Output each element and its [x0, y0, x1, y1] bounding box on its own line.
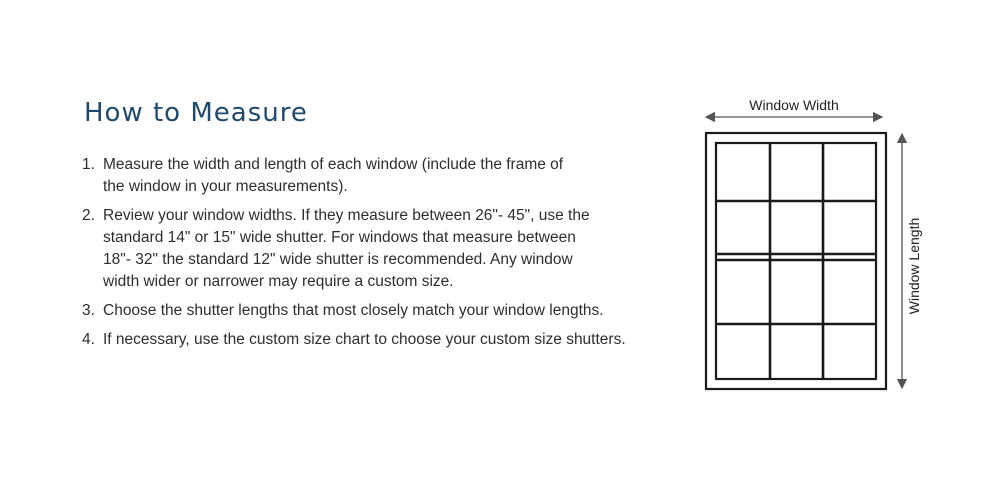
step-line: 18"- 32" the standard 12" wide shutter is recommended. Any window	[103, 251, 573, 268]
step-line: standard 14" or 15" wide shutter. For windows that measure between	[103, 229, 576, 246]
window-measure-diagram	[690, 90, 960, 410]
step-line: Measure the width and length of each window (include the frame of	[103, 156, 564, 173]
measure-steps-list	[82, 154, 692, 358]
step-text	[103, 154, 692, 198]
step-line: Choose the shutter lengths that most closely match your window lengths.	[103, 302, 604, 319]
page-title: How to Measure	[84, 98, 308, 128]
step-line: width wider or narrower may require a custom size.	[103, 273, 454, 290]
step-number: 2.	[82, 207, 95, 224]
step-item	[82, 154, 692, 198]
step-line: the window in your measurements).	[103, 178, 348, 195]
step-item	[82, 329, 692, 351]
step-number: 3.	[82, 302, 95, 319]
step-item	[82, 300, 692, 322]
step-text	[103, 205, 692, 293]
window-length-label: Window Length	[906, 217, 922, 315]
step-number: 1.	[82, 156, 95, 173]
step-number: 4.	[82, 331, 95, 348]
step-item	[82, 205, 692, 293]
step-line: Review your window widths. If they measure between 26"- 45", use the	[103, 207, 590, 224]
step-text	[103, 300, 692, 322]
step-text	[103, 329, 692, 351]
step-line: If necessary, use the custom size chart to choose your custom size shutters.	[103, 331, 626, 348]
window-width-label: Window Width	[749, 97, 839, 113]
